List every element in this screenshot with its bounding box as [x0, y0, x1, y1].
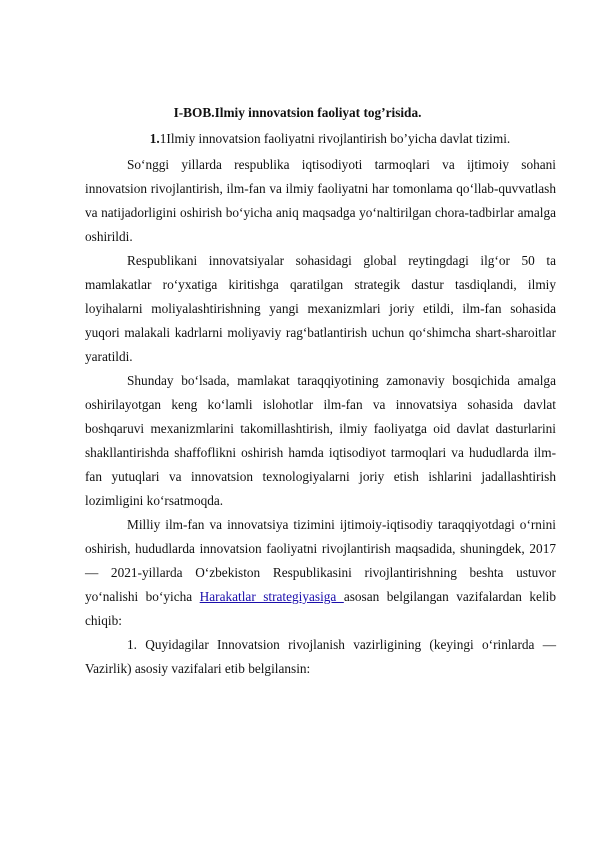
- paragraph-3: Shunday bo‘lsada, mamlakat taraqqiyotining zamonaviy bosqichida amalga oshirilayotgan keng ko‘lamli islohotlar ilm-fan va innovatsiya sohasida davlat boshqaruvi mexanizmlarini takomillashtirish, ilmiy faoliyatga oid davlat dasturlarini shakllantirishda shaffoflikni oshirish hamda iqtisodiyot tarmoqlari va hududlarda ilm-fan yutuqlari va innovatsion texnologiyalarni joriy etish ishlarini jadallashtirish lozimligini ko‘rsatmoqda.: [85, 373, 556, 508]
- section-title: 1Ilmiy innovatsion faoliyatni rivojlantirish bo’yicha davlat tizimi.: [159, 131, 511, 146]
- section-heading: [0, 130, 595, 148]
- paragraph-2: Respublikani innovatsiyalar sohasidagi global reytingdagi ilg‘or 50 ta mamlakatlar ro‘yxatiga kiritishga qaratilgan strategik dastur tasdiqlandi, ilmiy loyihalarni moliyalashtirishning yangi mexanizmlari joriy etildi, ilm-fan sohasida yuqori malakali kadrlarni moliyaviy rag‘batlantirish uchun qo‘shimcha shart-sharoitlar yaratildi.: [85, 253, 556, 364]
- paragraph-1: So‘nggi yillarda respublika iqtisodiyoti tarmoqlari va ijtimoiy sohani innovatsion rivojlantirish, ilm-fan va ilmiy faoliyatni har tomonlama qo‘llab-quvvatlash va natijadorligini oshirish bo‘yicha aniq maqsadga yo‘naltirilgan chora-tadbirlar amalga oshirildi.: [85, 157, 556, 244]
- section-number: 1.: [149, 131, 160, 146]
- paragraph-5: 1. Quyidagilar Innovatsion rivojlanish vazirligining (keyingi o‘rinlarda — Vazirlik) asosiy vazifalari etib belgilansin:: [85, 637, 556, 676]
- document-body: [85, 153, 556, 681]
- chapter-heading: I-BOB.Ilmiy innovatsion faoliyat tog’risida.: [173, 105, 422, 120]
- harakatlar-strategiyasi-link[interactable]: Harakatlar strategiyasiga: [199, 589, 344, 604]
- paragraph-4-text-end: asosan belgilangan vazifalardan kelib chiqib:: [85, 589, 556, 628]
- paragraph-4: [85, 513, 556, 633]
- paragraph-4-text-start: Milliy ilm-fan va innovatsiya tizimini ijtimoiy-iqtisodiy taraqqiyotdagi o‘rnini oshirish, hududlarda innovatsion faoliyatni rivojlantirish maqsadida, shuningdek, 2017 — 2021-yillarda O‘zbekiston Respublikasini rivojlantirishning beshta ustuvor yo‘nalishi bo‘yicha: [85, 517, 556, 604]
